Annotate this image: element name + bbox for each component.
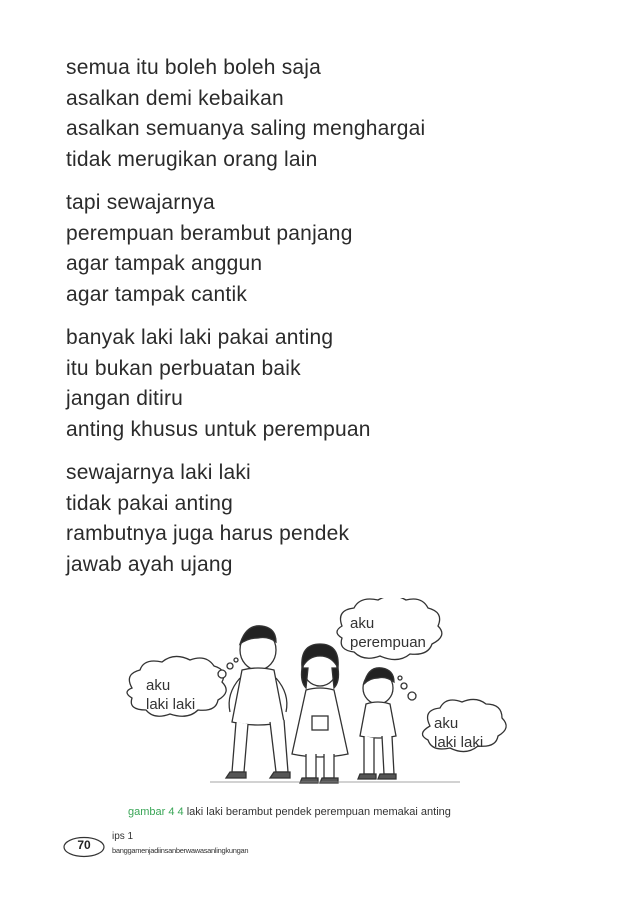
bubble-text-top bbox=[350, 614, 426, 652]
page-number: 70 bbox=[77, 838, 91, 852]
poem-line: agar tampak anggun bbox=[66, 252, 263, 275]
poem-line: tapi sewajarnya bbox=[66, 191, 215, 214]
stanza-2 bbox=[66, 188, 586, 310]
poem-line: perempuan berambut panjang bbox=[66, 221, 353, 245]
bubble-text-right bbox=[434, 714, 483, 752]
poem-line: anting khusus untuk perempuan bbox=[66, 417, 371, 441]
poem bbox=[66, 53, 586, 593]
bubble-line: perempuan bbox=[350, 634, 426, 651]
footer-book-title: banggamenjadiinsanberwawasanlingkungan bbox=[112, 846, 249, 855]
poem-line: tidak merugikan orang lain bbox=[66, 147, 318, 171]
bubble-line: aku bbox=[434, 715, 459, 732]
figure-caption-text: laki laki berambut pendek perempuan memakai anting bbox=[186, 806, 451, 818]
stanza-3 bbox=[66, 323, 586, 445]
stanza-4 bbox=[66, 458, 586, 580]
page-footer bbox=[62, 826, 362, 862]
poem-line: asalkan semuanya saling menghargai bbox=[66, 117, 426, 140]
bubble-line: laki laki bbox=[434, 734, 484, 751]
footer-subject: ips 1 bbox=[112, 831, 134, 842]
poem-line: jawab ayah ujang bbox=[66, 552, 233, 576]
girl-figure bbox=[292, 644, 348, 783]
poem-line: semua itu boleh boleh saja bbox=[66, 56, 322, 79]
children-illustration bbox=[110, 598, 520, 798]
poem-line: banyak laki laki pakai anting bbox=[66, 326, 334, 349]
poem-line: tidak pakai anting bbox=[66, 491, 234, 515]
poem-line: itu bukan perbuatan baik bbox=[66, 356, 301, 380]
boy-figure-right bbox=[358, 668, 396, 779]
bubble-text-left bbox=[146, 676, 195, 714]
bubble-line: aku bbox=[350, 615, 375, 632]
poem-line: rambutnya juga harus pendek bbox=[66, 522, 350, 545]
boy-figure-left bbox=[226, 626, 290, 778]
stanza-1 bbox=[66, 53, 586, 175]
figure-caption bbox=[128, 806, 451, 818]
poem-line: agar tampak cantik bbox=[66, 282, 248, 306]
bubble-line: laki laki bbox=[146, 696, 196, 713]
poem-line: jangan ditiru bbox=[66, 387, 184, 410]
poem-line: sewajarnya laki laki bbox=[66, 461, 251, 484]
bubble-line: aku bbox=[146, 677, 171, 694]
poem-line: asalkan demi kebaikan bbox=[66, 86, 284, 110]
figure-label: gambar 4 4 bbox=[128, 806, 184, 818]
